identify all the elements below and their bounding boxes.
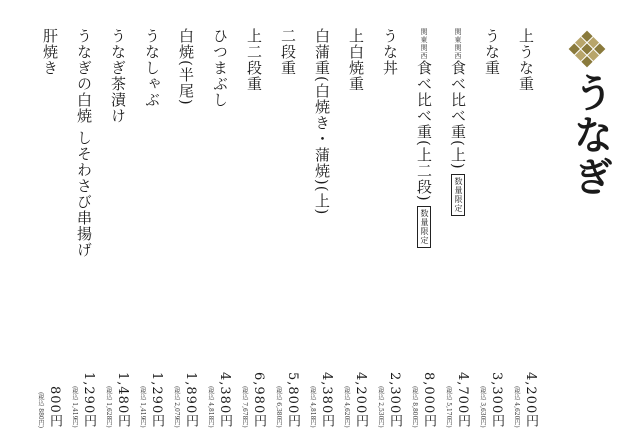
menu-item — [241, 28, 276, 428]
menu-item-label: ひつまぶし — [211, 28, 229, 108]
menu-item-name — [210, 28, 230, 108]
menu-item — [343, 28, 378, 428]
menu-item-price: 4,200円 — [523, 371, 538, 428]
menu-item-prefix: 関東関西 — [420, 28, 428, 60]
menu-item-name — [380, 28, 400, 76]
menu-item-label: 食べ比べ重(上二段) — [415, 60, 433, 202]
menu-item-prefix: 関東関西 — [454, 28, 462, 60]
menu-item — [139, 28, 174, 428]
menu-item-tax-price: (税込 4,818円) — [309, 386, 316, 428]
menu-item — [411, 28, 446, 428]
menu-item-name — [40, 28, 60, 76]
menu-item-label: うな丼 — [381, 28, 399, 76]
menu-item-tax-price: (税込 880円) — [37, 391, 44, 428]
menu-item-price: 1,480円 — [115, 371, 130, 428]
menu-item-tax-price: (税込 1,419円) — [71, 386, 78, 428]
menu-item-price: 3,300円 — [489, 371, 504, 428]
menu-item-name — [414, 28, 434, 248]
menu-item-label: 肝焼き — [41, 28, 59, 76]
menu-item — [377, 28, 412, 428]
page-title: うなぎ — [567, 72, 614, 198]
menu-item-price: 1,290円 — [81, 371, 96, 428]
menu-item-tax-price: (税込 2,530円) — [377, 386, 384, 428]
menu-item-tax-price: (税込 4,620円) — [343, 386, 350, 428]
menu-item-price: 4,700円 — [455, 371, 470, 428]
menu-item-price: 800円 — [47, 386, 62, 428]
menu-item-name — [244, 28, 264, 92]
diamond-logo-icon — [569, 31, 606, 68]
menu-item-price: 2,300円 — [387, 371, 402, 428]
menu-item — [479, 28, 514, 428]
menu-item-name — [346, 28, 366, 92]
menu-item-tax-price: (税込 4,818円) — [207, 386, 214, 428]
menu-item — [71, 28, 106, 428]
menu-item-name — [482, 28, 502, 76]
menu-item-label: うな重 — [483, 28, 501, 76]
menu-item-tax-price: (税込 4,620円) — [513, 386, 520, 428]
menu-item-price: 1,290円 — [149, 371, 164, 428]
menu-item-name — [108, 28, 128, 124]
menu-item-label: 上二段重 — [245, 28, 263, 92]
menu-item-label: うなしゃぶ — [143, 28, 161, 108]
menu-item-label: うなぎ茶漬け — [109, 28, 127, 124]
menu-item-tax-price: (税込 7,678円) — [241, 386, 248, 428]
menu-item-name — [516, 28, 536, 92]
menu-item-tax-price: (税込 3,630円) — [479, 386, 486, 428]
menu-item — [37, 28, 72, 428]
menu-item-price: 4,200円 — [353, 371, 368, 428]
menu-item-price: 1,890円 — [183, 371, 198, 428]
menu-item-label: 二段重 — [279, 28, 297, 76]
menu-item-name — [74, 28, 94, 258]
brand-block — [560, 26, 620, 236]
menu-item-label: 白焼(半尾) — [177, 28, 195, 106]
menu-item-label: 食べ比べ重(上) — [449, 60, 467, 170]
menu-item-label: 上うな重 — [517, 28, 535, 92]
limited-badge: 数量限定 — [451, 174, 465, 216]
menu-item-label: うなぎの白焼 しそわさび串揚げ — [75, 28, 93, 258]
menu-item-tax-price: (税込 8,800円) — [411, 386, 418, 428]
menu-item-tax-price: (税込 1,419円) — [139, 386, 146, 428]
menu-item-price: 4,380円 — [217, 371, 232, 428]
menu-item-name — [142, 28, 162, 108]
menu-item-tax-price: (税込 5,170円) — [445, 386, 452, 428]
menu-item — [309, 28, 344, 428]
menu-item — [275, 28, 310, 428]
menu-item — [173, 28, 208, 428]
menu-item-price: 6,980円 — [251, 371, 266, 428]
menu-item — [207, 28, 242, 428]
menu-item — [445, 28, 480, 428]
menu-item-tax-price: (税込 1,628円) — [105, 386, 112, 428]
menu-item-name — [312, 28, 332, 215]
menu-item-name — [176, 28, 196, 106]
menu-item-price: 5,800円 — [285, 371, 300, 428]
menu-item — [513, 28, 548, 428]
menu-item-label: 上白焼重 — [347, 28, 365, 92]
menu-item-tax-price: (税込 6,380円) — [275, 386, 282, 428]
menu-list — [37, 28, 550, 428]
menu-item-name — [448, 28, 468, 216]
menu-item-tax-price: (税込 2,079円) — [173, 386, 180, 428]
menu-item-label: 白蒲重(白焼き・蒲焼)(上) — [313, 28, 331, 216]
menu-item — [105, 28, 140, 428]
menu-item-price: 4,380円 — [319, 371, 334, 428]
limited-badge: 数量限定 — [417, 206, 431, 248]
menu-item-name — [278, 28, 298, 76]
menu-item-price: 8,000円 — [421, 371, 436, 428]
